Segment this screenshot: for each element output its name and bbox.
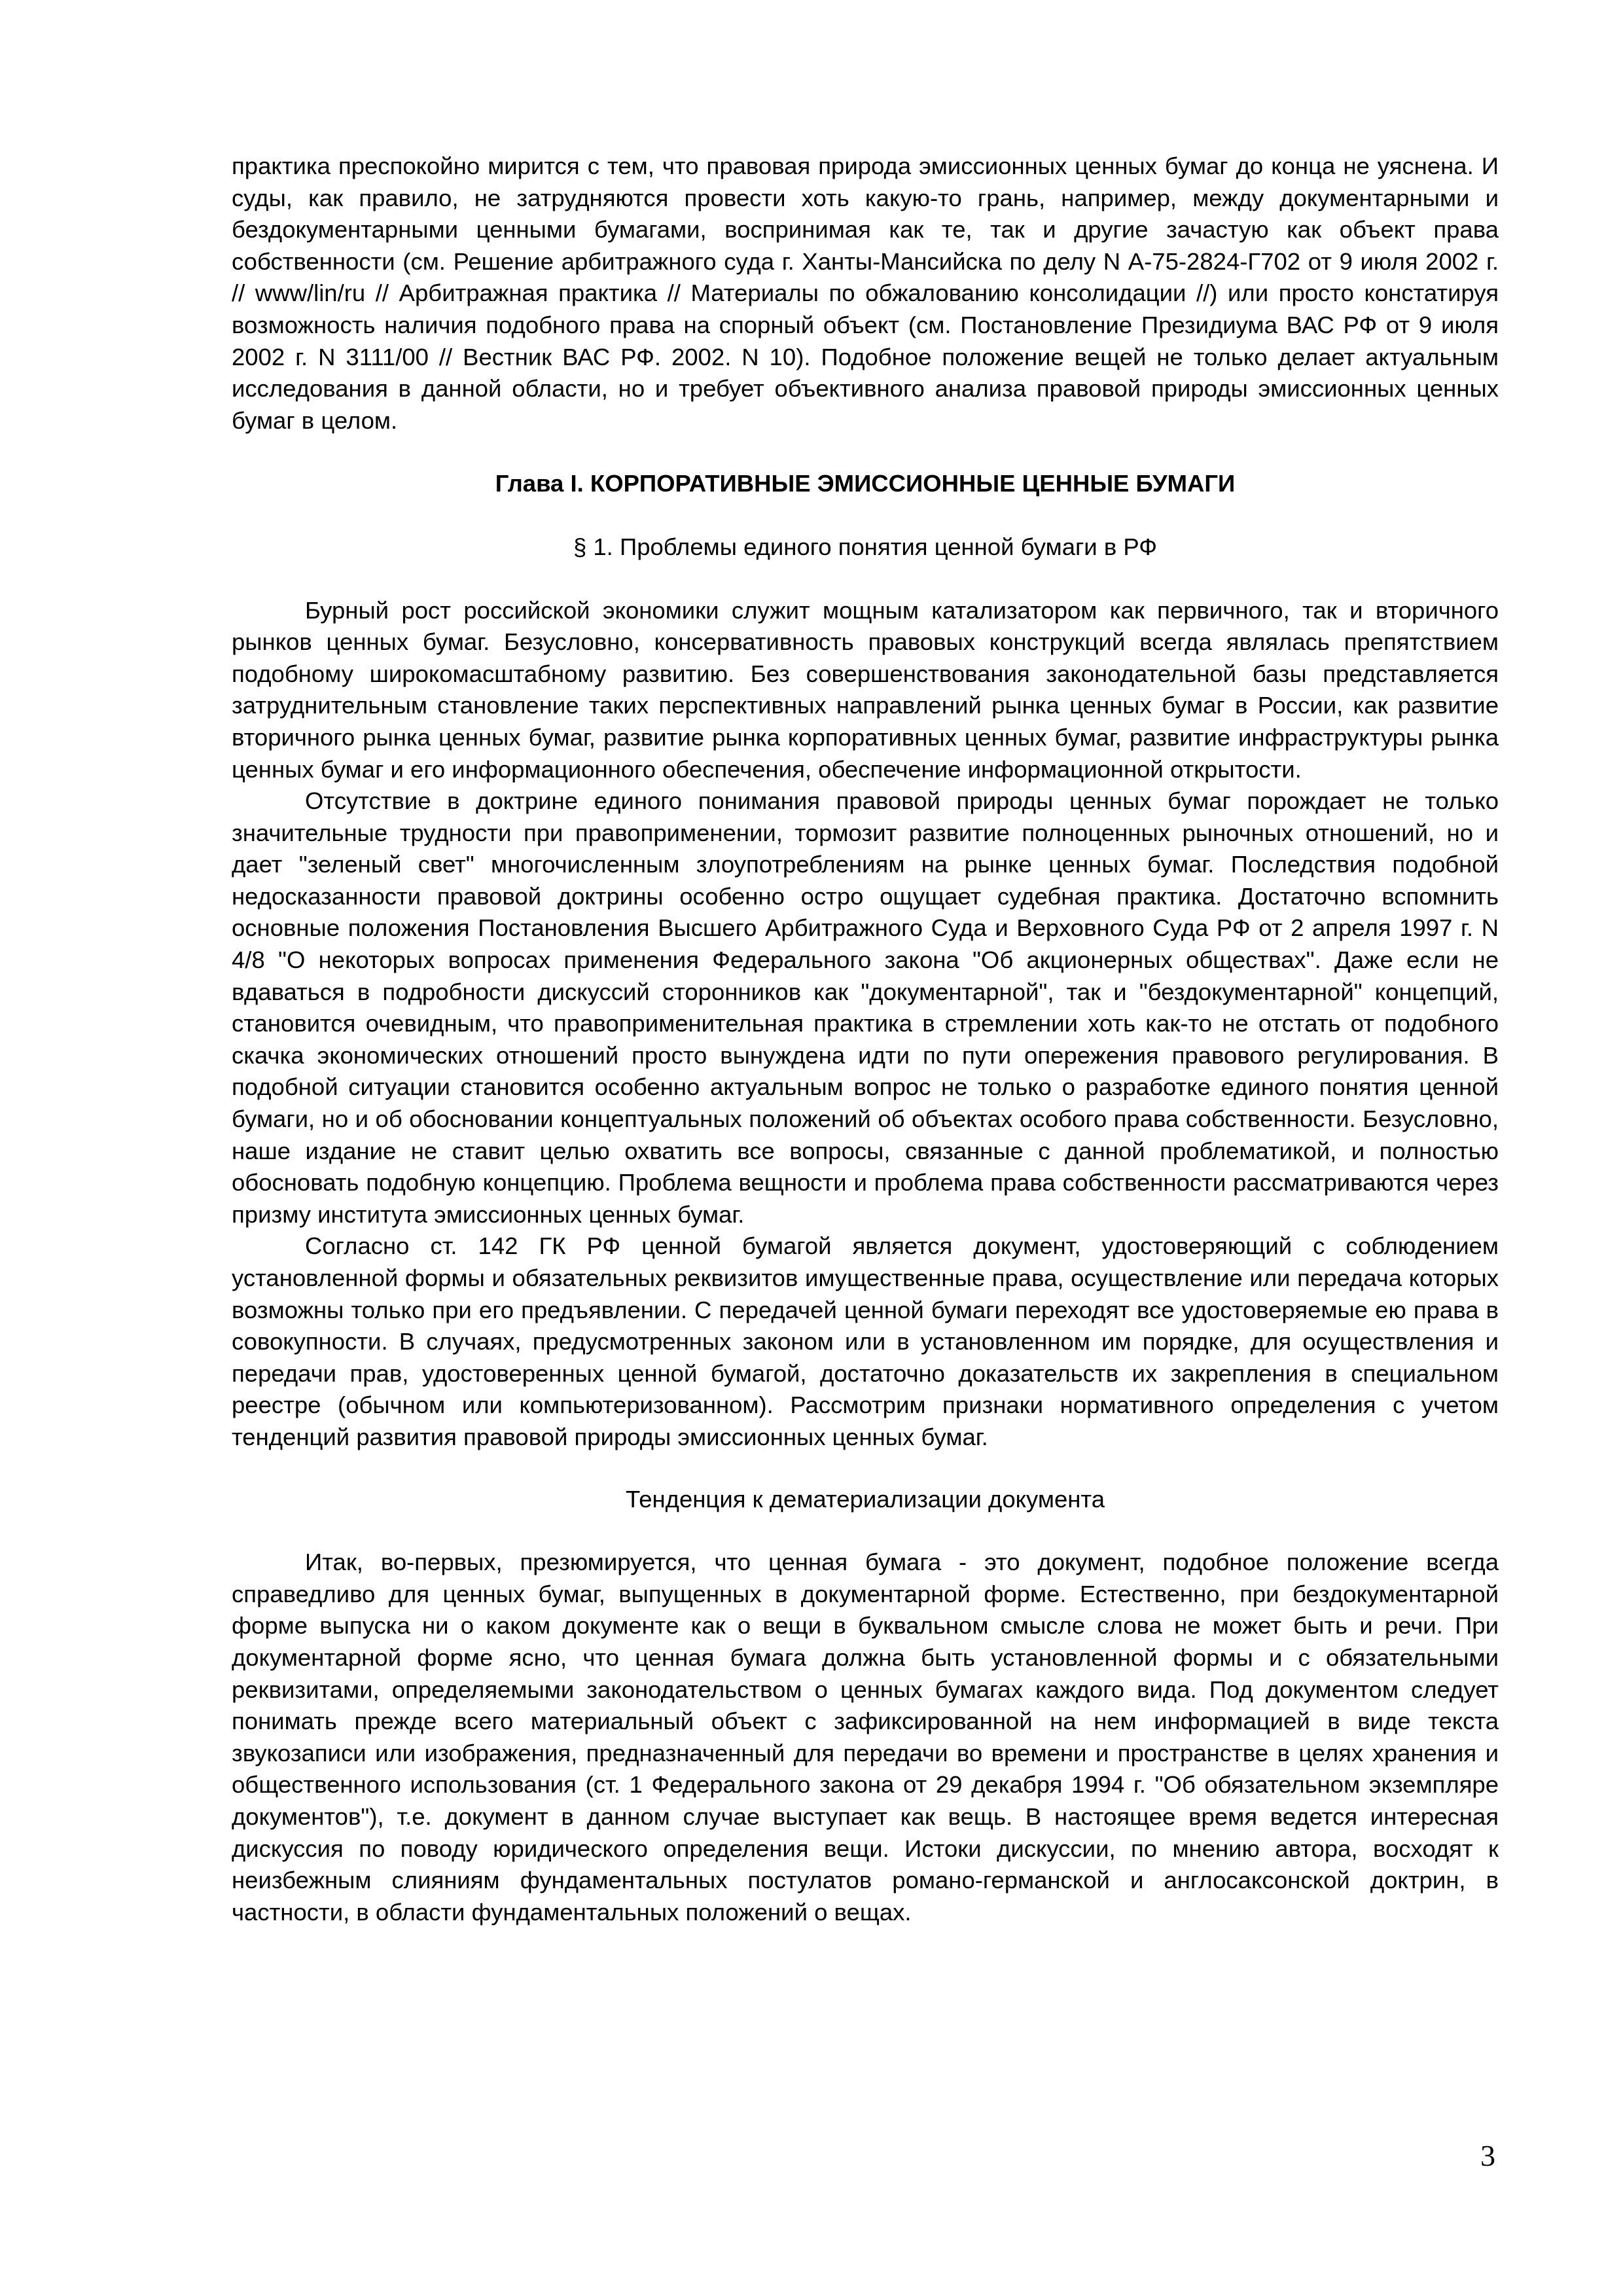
chapter-title: Глава I. КОРПОРАТИВНЫЕ ЭМИССИОННЫЕ ЦЕННЫЕ БУМАГИ — [495, 470, 1236, 497]
document-body — [232, 151, 1499, 1928]
paragraph: Итак, во-первых, презюмируется, что ценная бумага - это документ, подобное положение всегда справедливо для ценных бумаг, выпущенных в документарной форме. Естественно, при бездокументарной форме выпуска ни о каком документе как о вещи в буквальном смысле слова не может быть и речи. При документарной форме ясно, что ценная бумага должна быть установленной формы и с обязательными реквизитами, определяемыми законодательством о ценных бумагах каждого вида. Под документом следует понимать прежде всего материальный объект с зафиксированной на нем информацией в виде текста звукозаписи или изображения, предназначенный для передачи во времени и пространстве в целях хранения и общественного использования (ст. 1 Федерального закона от 29 декабря 1994 г. "Об обязательном экземпляре документов"), т.е. документ в данном случае выступает как вещь. В настоящее время ведется интересная дискуссия по поводу юридического определения вещи. Истоки дискуссии, по мнению автора, восходят к неизбежным слияниям фундаментальных постулатов романо-германской и англосаксонской доктрин, в частности, в области фундаментальных положений о вещах. — [232, 1549, 1499, 1926]
paragraph: Бурный рост российской экономики служит мощным катализатором как первичного, так и вторичного рынков ценных бумаг. Безусловно, консервативность правовых конструкций всегда являлась препятствием подобному широкомасштабному развитию. Без совершенствования законодательной базы представляется затруднительным становление таких перспективных направлений рынка ценных бумаг в России, как развитие вторичного рынка ценных бумаг, развитие рынка корпоративных ценных бумаг, развитие инфраструктуры рынка ценных бумаг и его информационного обеспечения, обеспечение информационной открытости. — [232, 596, 1499, 783]
paragraph: Отсутствие в доктрине единого понимания правовой природы ценных бумаг порождает не только значительные трудности при правоприменении, тормозит развитие полноценных рыночных отношений, но и дает "зеленый свет" многочисленным злоупотреблениям на рынке ценных бумаг. Последствия подобной недосказанности правовой доктрины особенно остро ощущает судебная практика. Достаточно вспомнить основные положения Постановления Высшего Арбитражного Суда и Верховного Суда РФ от 2 апреля 1997 г. N 4/8 "О некоторых вопросах применения Федерального закона "Об акционерных обществах". Даже если не вдаваться в подробности дискуссий сторонников как "документарной", так и "бездокументарной" концепций, становится очевидным, что правоприменительная практика в стремлении хоть как-то не отстать от подобного скачка экономических отношений просто вынуждена идти по пути опережения правового регулирования. В подобной ситуации становится особенно актуальным вопрос не только о разработке единого понятия ценной бумаги, но и об обосновании концептуальных положений об объектах особого права собственности. Безусловно, наше издание не ставит целью охватить все вопросы, связанные с данной проблематикой, и полностью обосновать подобную концепцию. Проблема вещности и проблема права собственности рассматриваются через призму института эмиссионных ценных бумаг. — [232, 787, 1499, 1228]
page-number: 3 — [1480, 2139, 1495, 2172]
section-title: § 1. Проблемы единого понятия ценной бумаги в РФ — [573, 533, 1158, 560]
subsection-title: Тенденция к дематериализации документа — [625, 1485, 1105, 1513]
paragraph: Согласно ст. 142 ГК РФ ценной бумагой является документ, удостоверяющий с соблюдением установленной формы и обязательных реквизитов имущественные права, осуществление или передача которых возможны только при его предъявлении. С передачей ценной бумаги переходят все удостоверяемые ею права в совокупности. В случаях, предусмотренных законом или в установленном им порядке, для осуществления и передачи прав, удостоверенных ценной бумагой, достаточно доказательств их закрепления в специальном реестре (обычном или компьютеризованном). Рассмотрим признаки нормативного определения с учетом тенденций развития правовой природы эмиссионных ценных бумаг. — [232, 1232, 1499, 1450]
paragraph-intro: практика преспокойно мирится с тем, что правовая природа эмиссионных ценных бумаг до конца не уяснена. И суды, как правило, не затрудняются провести хоть какую-то грань, например, между документарными и бездокументарными ценными бумагами, воспринимая как те, так и другие зачастую как объект права собственности (см. Решение арбитражного суда г. Ханты-Мансийска по делу N А-75-2824-Г702 от 9 июля 2002 г. // www/lin/ru // Арбитражная практика // Материалы по обжалованию консолидации //) или просто констатируя возможность наличия подобного права на спорный объект (см. Постановление Президиума ВАС РФ от 9 июля 2002 г. N 3111/00 // Вестник ВАС РФ. 2002. N 10). Подобное положение вещей не только делает актуальным исследования в данной области, но и требует объективного анализа правовой природы эмиссионных ценных бумаг в целом. — [232, 152, 1499, 434]
